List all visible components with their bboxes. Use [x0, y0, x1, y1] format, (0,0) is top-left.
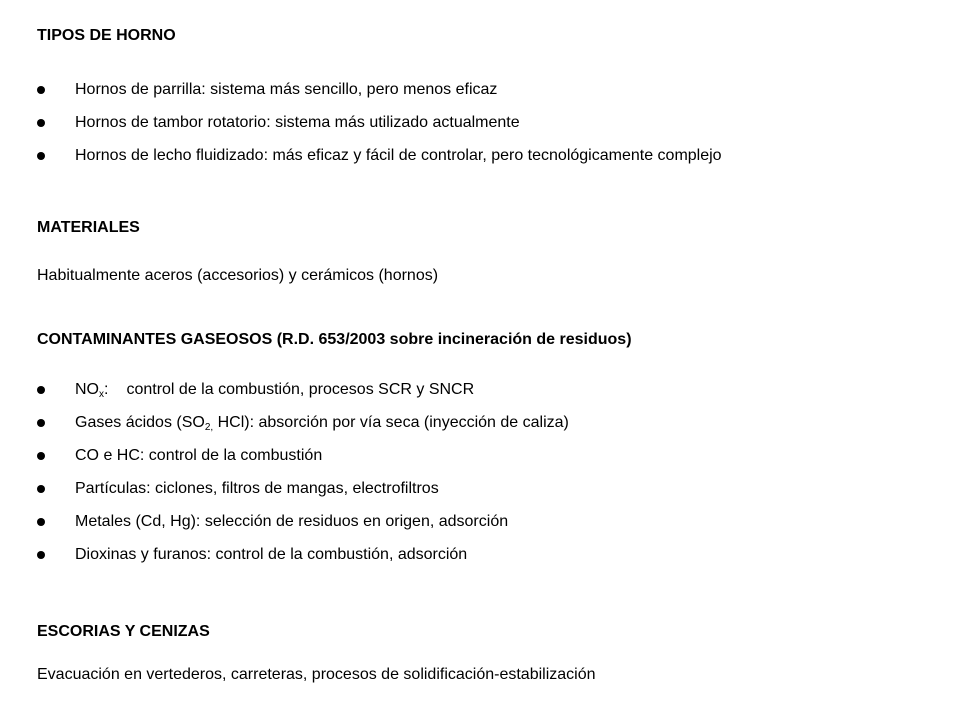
bullet-icon: [37, 518, 45, 526]
list-item-text: [75, 380, 474, 400]
bullet-icon: [37, 119, 45, 127]
gases-text-before: Gases ácidos (SO: [75, 414, 205, 431]
materiales-text: Habitualmente aceros (accesorios) y cerámicos (hornos): [37, 267, 439, 284]
escorias-text: Evacuación en vertederos, carreteras, procesos de solidificación-estabilización: [37, 666, 596, 683]
bullet-icon: [37, 551, 45, 559]
nox-subscript: x: [99, 389, 104, 400]
bullet-icon: [37, 485, 45, 493]
list-item-text: CO e HC: control de la combustión: [75, 447, 323, 464]
nox-text: control de la combustión, procesos SCR y SNCR: [126, 381, 475, 398]
bullet-icon: [37, 452, 45, 460]
section-materiales-heading: MATERIALES: [37, 219, 140, 236]
list-item-text: Metales (Cd, Hg): selección de residuos en origen, adsorción: [75, 513, 509, 530]
nox-label: NO: [75, 381, 99, 398]
nox-colon: :: [104, 381, 109, 398]
list-item-text: [75, 413, 569, 433]
section-contaminantes-heading: CONTAMINANTES GASEOSOS (R.D. 653/2003 sobre incineración de residuos): [37, 331, 632, 348]
list-item-text: Hornos de tambor rotatorio: sistema más utilizado actualmente: [75, 114, 520, 131]
bullet-icon: [37, 419, 45, 427]
list-item-text: Dioxinas y furanos: control de la combustión, adsorción: [75, 546, 468, 563]
list-item-text: Partículas: ciclones, filtros de mangas, electrofiltros: [75, 480, 439, 497]
bullet-icon: [37, 386, 45, 394]
gases-text-after: HCl): absorción por vía seca (inyección de caliza): [213, 414, 569, 431]
section-escorias-heading: ESCORIAS Y CENIZAS: [37, 623, 210, 640]
section-tipos-heading: TIPOS DE HORNO: [37, 27, 176, 44]
list-item-text: Hornos de parrilla: sistema más sencillo, pero menos eficaz: [75, 81, 498, 98]
so2-subscript: 2,: [204, 422, 214, 433]
bullet-icon: [37, 86, 45, 94]
list-item-text: Hornos de lecho fluidizado: más eficaz y fácil de controlar, pero tecnológicamente complejo: [75, 147, 722, 164]
bullet-icon: [37, 152, 45, 160]
